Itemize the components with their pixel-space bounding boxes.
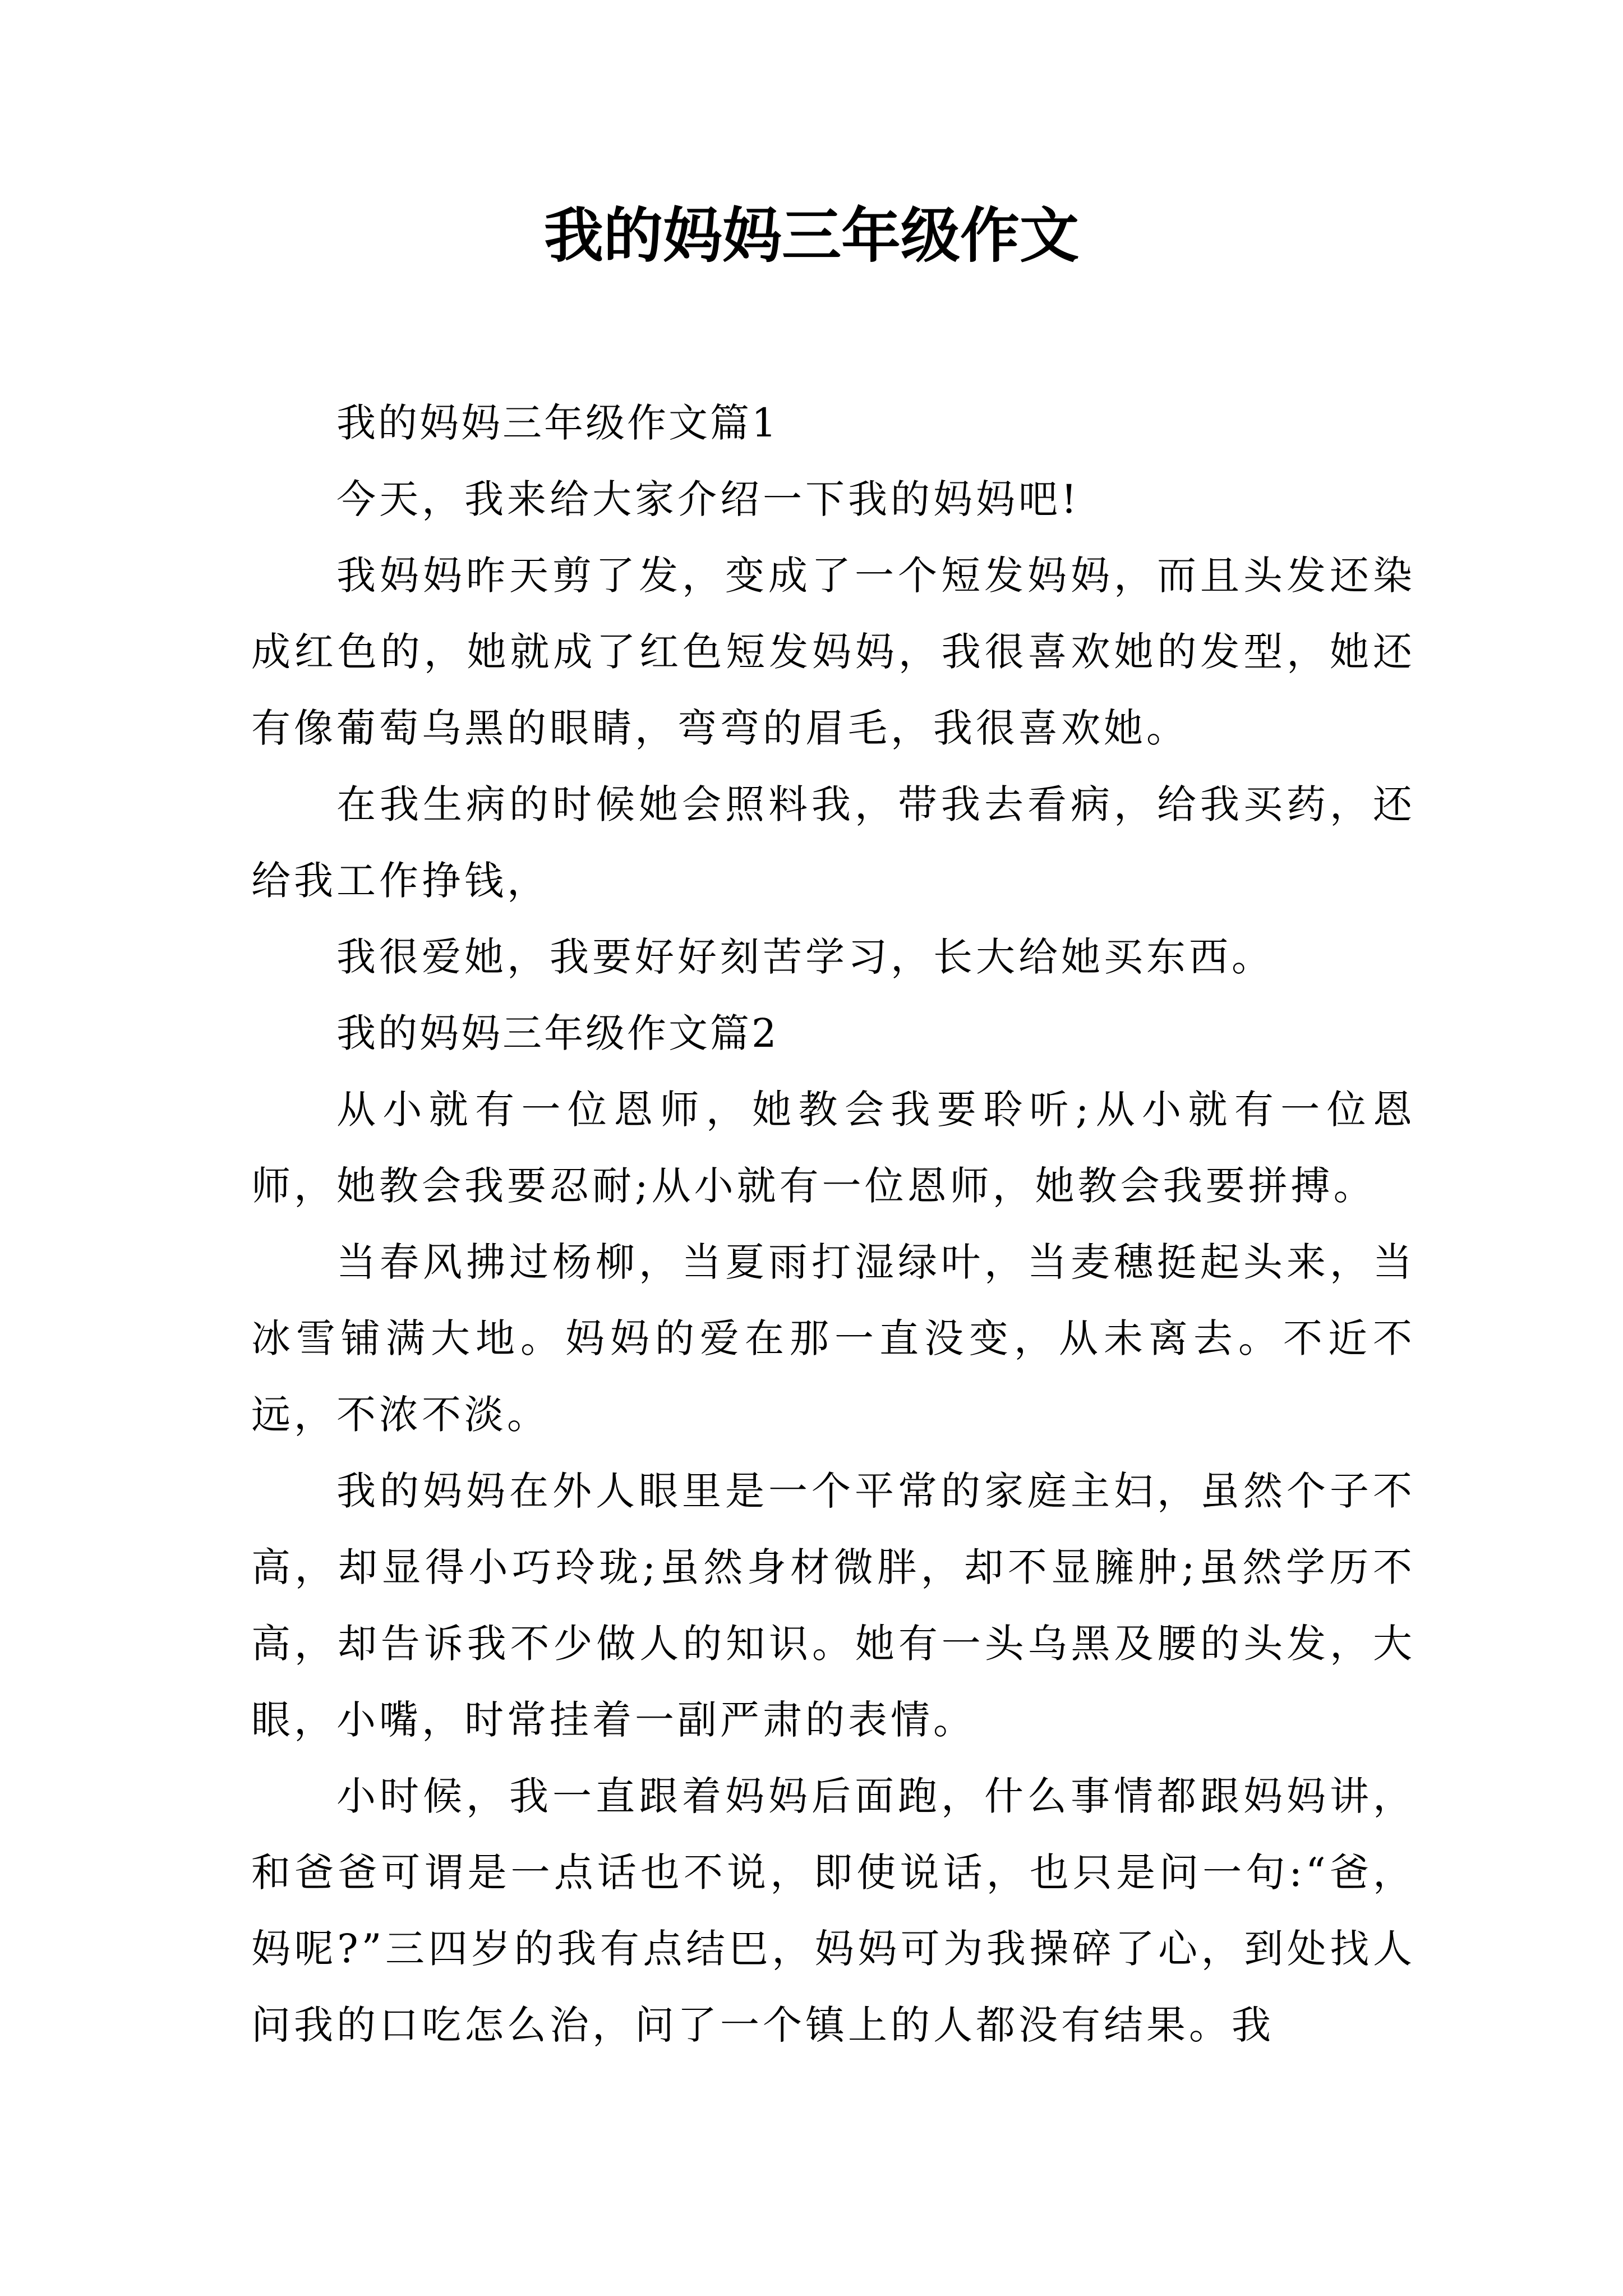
paragraph: 小时候，我一直跟着妈妈后面跑，什么事情都跟妈妈讲，和爸爸可谓是一点话也不说，即使说话，也只是问一句:“爸，妈呢?”三四岁的我有点结巴，妈妈可为我操碎了心，到处找人问我的口吃怎么治，问了一个镇上的人都没有结果。我 bbox=[251, 1773, 1415, 2048]
paragraph: 在我生病的时候她会照料我，带我去看病，给我买药，还给我工作挣钱， bbox=[251, 781, 1415, 904]
document-body bbox=[251, 385, 1415, 2063]
section-heading-2: 我的妈妈三年级作文篇2 bbox=[336, 1010, 779, 1056]
paragraph: 我很爱她，我要好好刻苦学习，长大给她买东西。 bbox=[336, 934, 1274, 980]
paragraph: 我妈妈昨天剪了发，变成了一个短发妈妈，而且头发还染成红色的，她就成了红色短发妈妈，我很喜欢她的发型，她还有像葡萄乌黑的眼睛，弯弯的眉毛，我很喜欢她。 bbox=[251, 553, 1415, 751]
document-title: 我的妈妈三年级作文 bbox=[544, 200, 1079, 270]
section-heading-1: 我的妈妈三年级作文篇1 bbox=[336, 400, 779, 446]
paragraph: 今天，我来给大家介绍一下我的妈妈吧! bbox=[336, 476, 1081, 522]
paragraph: 从小就有一位恩师，她教会我要聆听;从小就有一位恩师，她教会我要忍耐;从小就有一位恩师，她教会我要拼搏。 bbox=[251, 1087, 1415, 1209]
paragraph: 当春风拂过杨柳，当夏雨打湿绿叶，当麦穗挺起头来，当冰雪铺满大地。妈妈的爱在那一直没变，从未离去。不近不远，不浓不淡。 bbox=[251, 1239, 1415, 1438]
paragraph: 我的妈妈在外人眼里是一个平常的家庭主妇，虽然个子不高，却显得小巧玲珑;虽然身材微胖，却不显臃肿;虽然学历不高，却告诉我不少做人的知识。她有一头乌黑及腰的头发，大眼，小嘴，时常挂着一副严肃的表情。 bbox=[251, 1468, 1415, 1743]
